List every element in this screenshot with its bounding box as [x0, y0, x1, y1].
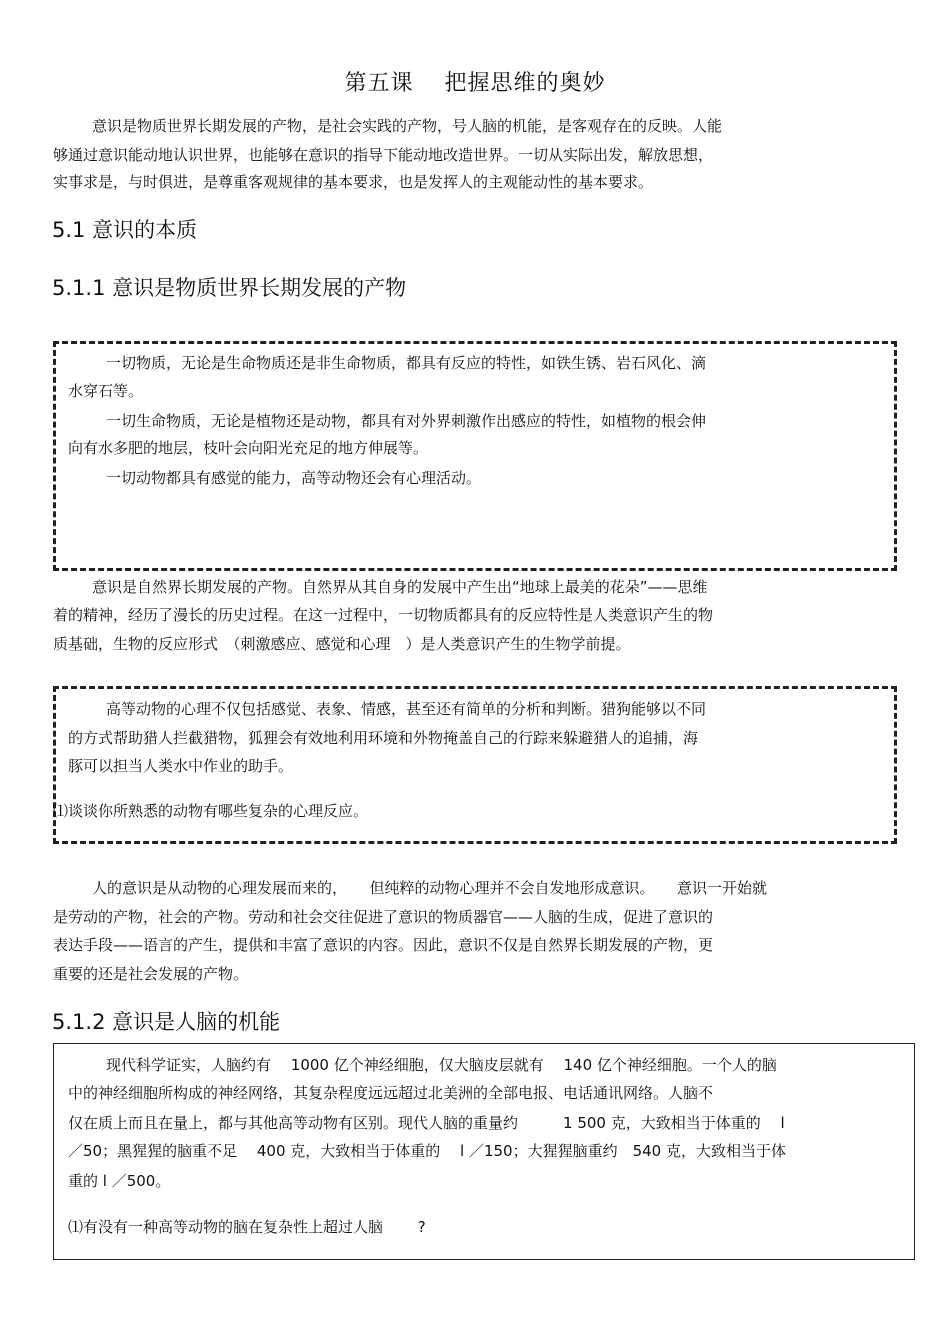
box1-line: 水穿石等。: [68, 382, 144, 400]
intro-line: 够通过意识能动地认识世界，也能够在意识的指导下能动地改造世界。一切从实际出发，解放思想，: [53, 146, 714, 164]
box1-line: 向有水多肥的地层，枝叶会向阳光充足的地方伸展等。: [68, 439, 429, 457]
box1-line: 一切生命物质，无论是植物还是动物，都具有对外界刺激作出感应的特性，如植物的根会伸: [106, 412, 707, 430]
intro-line: 实事求是，与时俱进，是尊重客观规律的基本要求，也是发挥人的主观能动性的基本要求。: [53, 173, 654, 191]
para3-line: 是劳动的产物，社会的产物。劳动和社会交往促进了意识的物质器官——人脑的生成，促进了意识的: [53, 908, 714, 926]
box2-question: ⑴谈谈你所熟悉的动物有哪些复杂的心理反应。: [53, 802, 369, 820]
box3-line: ／50；黑猩猩的脑重不足 400 克，大致相当于体重的 l ／150；大猩猩脑重约 540 克，大致相当于体: [68, 1142, 786, 1160]
page-title: 第五课 把握思维的奥妙: [344, 71, 606, 96]
box2-line: 豚可以担当人类水中作业的助手。: [68, 757, 294, 775]
para2-line: 质基础，生物的反应形式 （刺激感应、感觉和心理 ）是人类意识产生的生物学前提。: [53, 635, 631, 653]
section-heading-5-1-2: 5.1.2 意识是人脑的机能: [52, 1010, 281, 1034]
para2-line: 意识是自然界长期发展的产物。自然界从其自身的发展中产生出“地球上最美的花朵”——思维: [92, 578, 708, 596]
box1-line: 一切动物都具有感觉的能力，高等动物还会有心理活动。: [106, 469, 482, 487]
box3-line: 中的神经细胞所构成的神经网络，其复杂程度远远超过北美洲的全部电报、电话通讯网络。人脑不: [68, 1084, 714, 1102]
box3-line: 重的 l ／500。: [68, 1172, 171, 1190]
box1-line: 一切物质，无论是生命物质还是非生命物质，都具有反应的特性，如铁生锈、岩石风化、滴: [106, 354, 707, 372]
para3-line: 表达手段——语言的产生，提供和丰富了意识的内容。因此，意识不仅是自然界长期发展的产物，更: [53, 936, 714, 954]
box2-line: 高等动物的心理不仅包括感觉、表象、情感，甚至还有简单的分析和判断。猎狗能够以不同: [106, 700, 707, 718]
box3-line: 仅在质上而且在量上，都与其他高等动物有区别。现代人脑的重量约 1 500 克，大致相当于体重的 l: [68, 1114, 785, 1132]
box3-question: ⑴有没有一种高等动物的脑在复杂性上超过人脑 ?: [68, 1218, 426, 1236]
para2-line: 着的精神，经历了漫长的历史过程。在这一过程中，一切物质都具有的反应特性是人类意识产生的物: [53, 606, 714, 624]
intro-line: 意识是物质世界长期发展的产物，是社会实践的产物，号人脑的机能，是客观存在的反映。人能: [92, 117, 723, 135]
para3-line: 人的意识是从动物的心理发展而来的， 但纯粹的动物心理并不会自发地形成意识。 意识一开始就: [92, 879, 768, 897]
box3-line: 现代科学证实，人脑约有 1000 亿个神经细胞，仅大脑皮层就有 140 亿个神经细胞。一个人的脑: [106, 1056, 777, 1074]
para3-line: 重要的还是社会发展的产物。: [53, 965, 249, 983]
section-heading-5-1: 5.1 意识的本质: [52, 218, 198, 242]
section-heading-5-1-1: 5.1.1 意识是物质世界长期发展的产物: [52, 276, 407, 300]
box2-line: 的方式帮助猎人拦截猎物，狐狸会有效地利用环境和外物掩盖自己的行踪来躲避猎人的追捕，海: [68, 729, 699, 747]
